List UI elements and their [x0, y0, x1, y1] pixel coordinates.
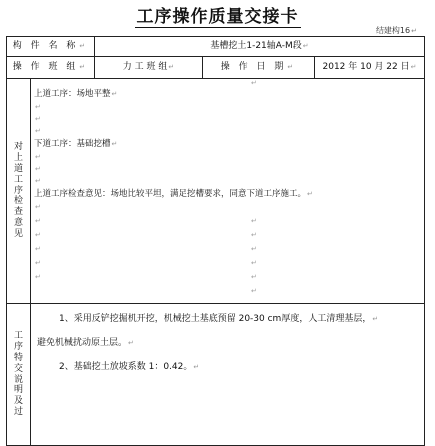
handover-notes-content: [31, 304, 425, 446]
component-row: [7, 37, 425, 57]
handover-item-1-line-1: 1、采用反铲挖掘机开挖，机械挖土基底预留 20-30 cm厚度，人工清理基层，↵: [59, 314, 379, 324]
inspection-opinion-text: 上道工序检查意见：场地比较平坦，满足挖槽要求，同意下道工序施工。↵: [34, 189, 313, 199]
operation-date-value: 2012 年 10 月 22 日↵: [315, 57, 425, 79]
operation-date-label: 操 作 日 期↵: [203, 57, 315, 79]
next-process-text: 下道工序：基础挖槽↵: [34, 139, 118, 149]
team-date-row: [7, 57, 425, 79]
handover-row: [7, 304, 425, 446]
previous-process-text: 上道工序：场地平整↵: [34, 89, 118, 99]
handover-card-table: [6, 36, 425, 446]
inspection-row: [7, 79, 425, 304]
document-title: 工序操作质量交接卡: [136, 7, 299, 27]
operation-team-value: 力 工 班 组↵: [95, 57, 203, 79]
inspection-opinion-content: 上道工序：场地平整↵ 下道工序：基础挖槽↵ 上道工序检查意见：场地比较平坦，满足挖槽要求，同意下道工序施工。↵ ↵ ↵ ↵ ↵ ↵ ↵ ↵ ↵ ↵ ↵ ↵ ↵ ↵ ↵ ↵ ↵ ↵ ↵ ↵: [31, 79, 425, 304]
handover-item-2: 2、基础挖土放坡系数 1：0.42。↵: [59, 362, 200, 372]
operation-team-label: 操 作 班 组↵: [7, 57, 95, 79]
handover-item-1-line-2: 避免机械扰动原土层。↵: [37, 338, 134, 348]
form-code: 结建构16↵: [375, 26, 417, 35]
component-name-label: 构 件 名 称↵: [7, 37, 95, 57]
handover-notes-label: 工 序 特 交 说 明 及 过: [7, 304, 31, 446]
inspection-opinion-label: 对 上 道 工 序 检 查 意 见: [7, 79, 31, 304]
component-name-value: 基槽挖土1-21轴A-M段↵: [95, 37, 425, 57]
